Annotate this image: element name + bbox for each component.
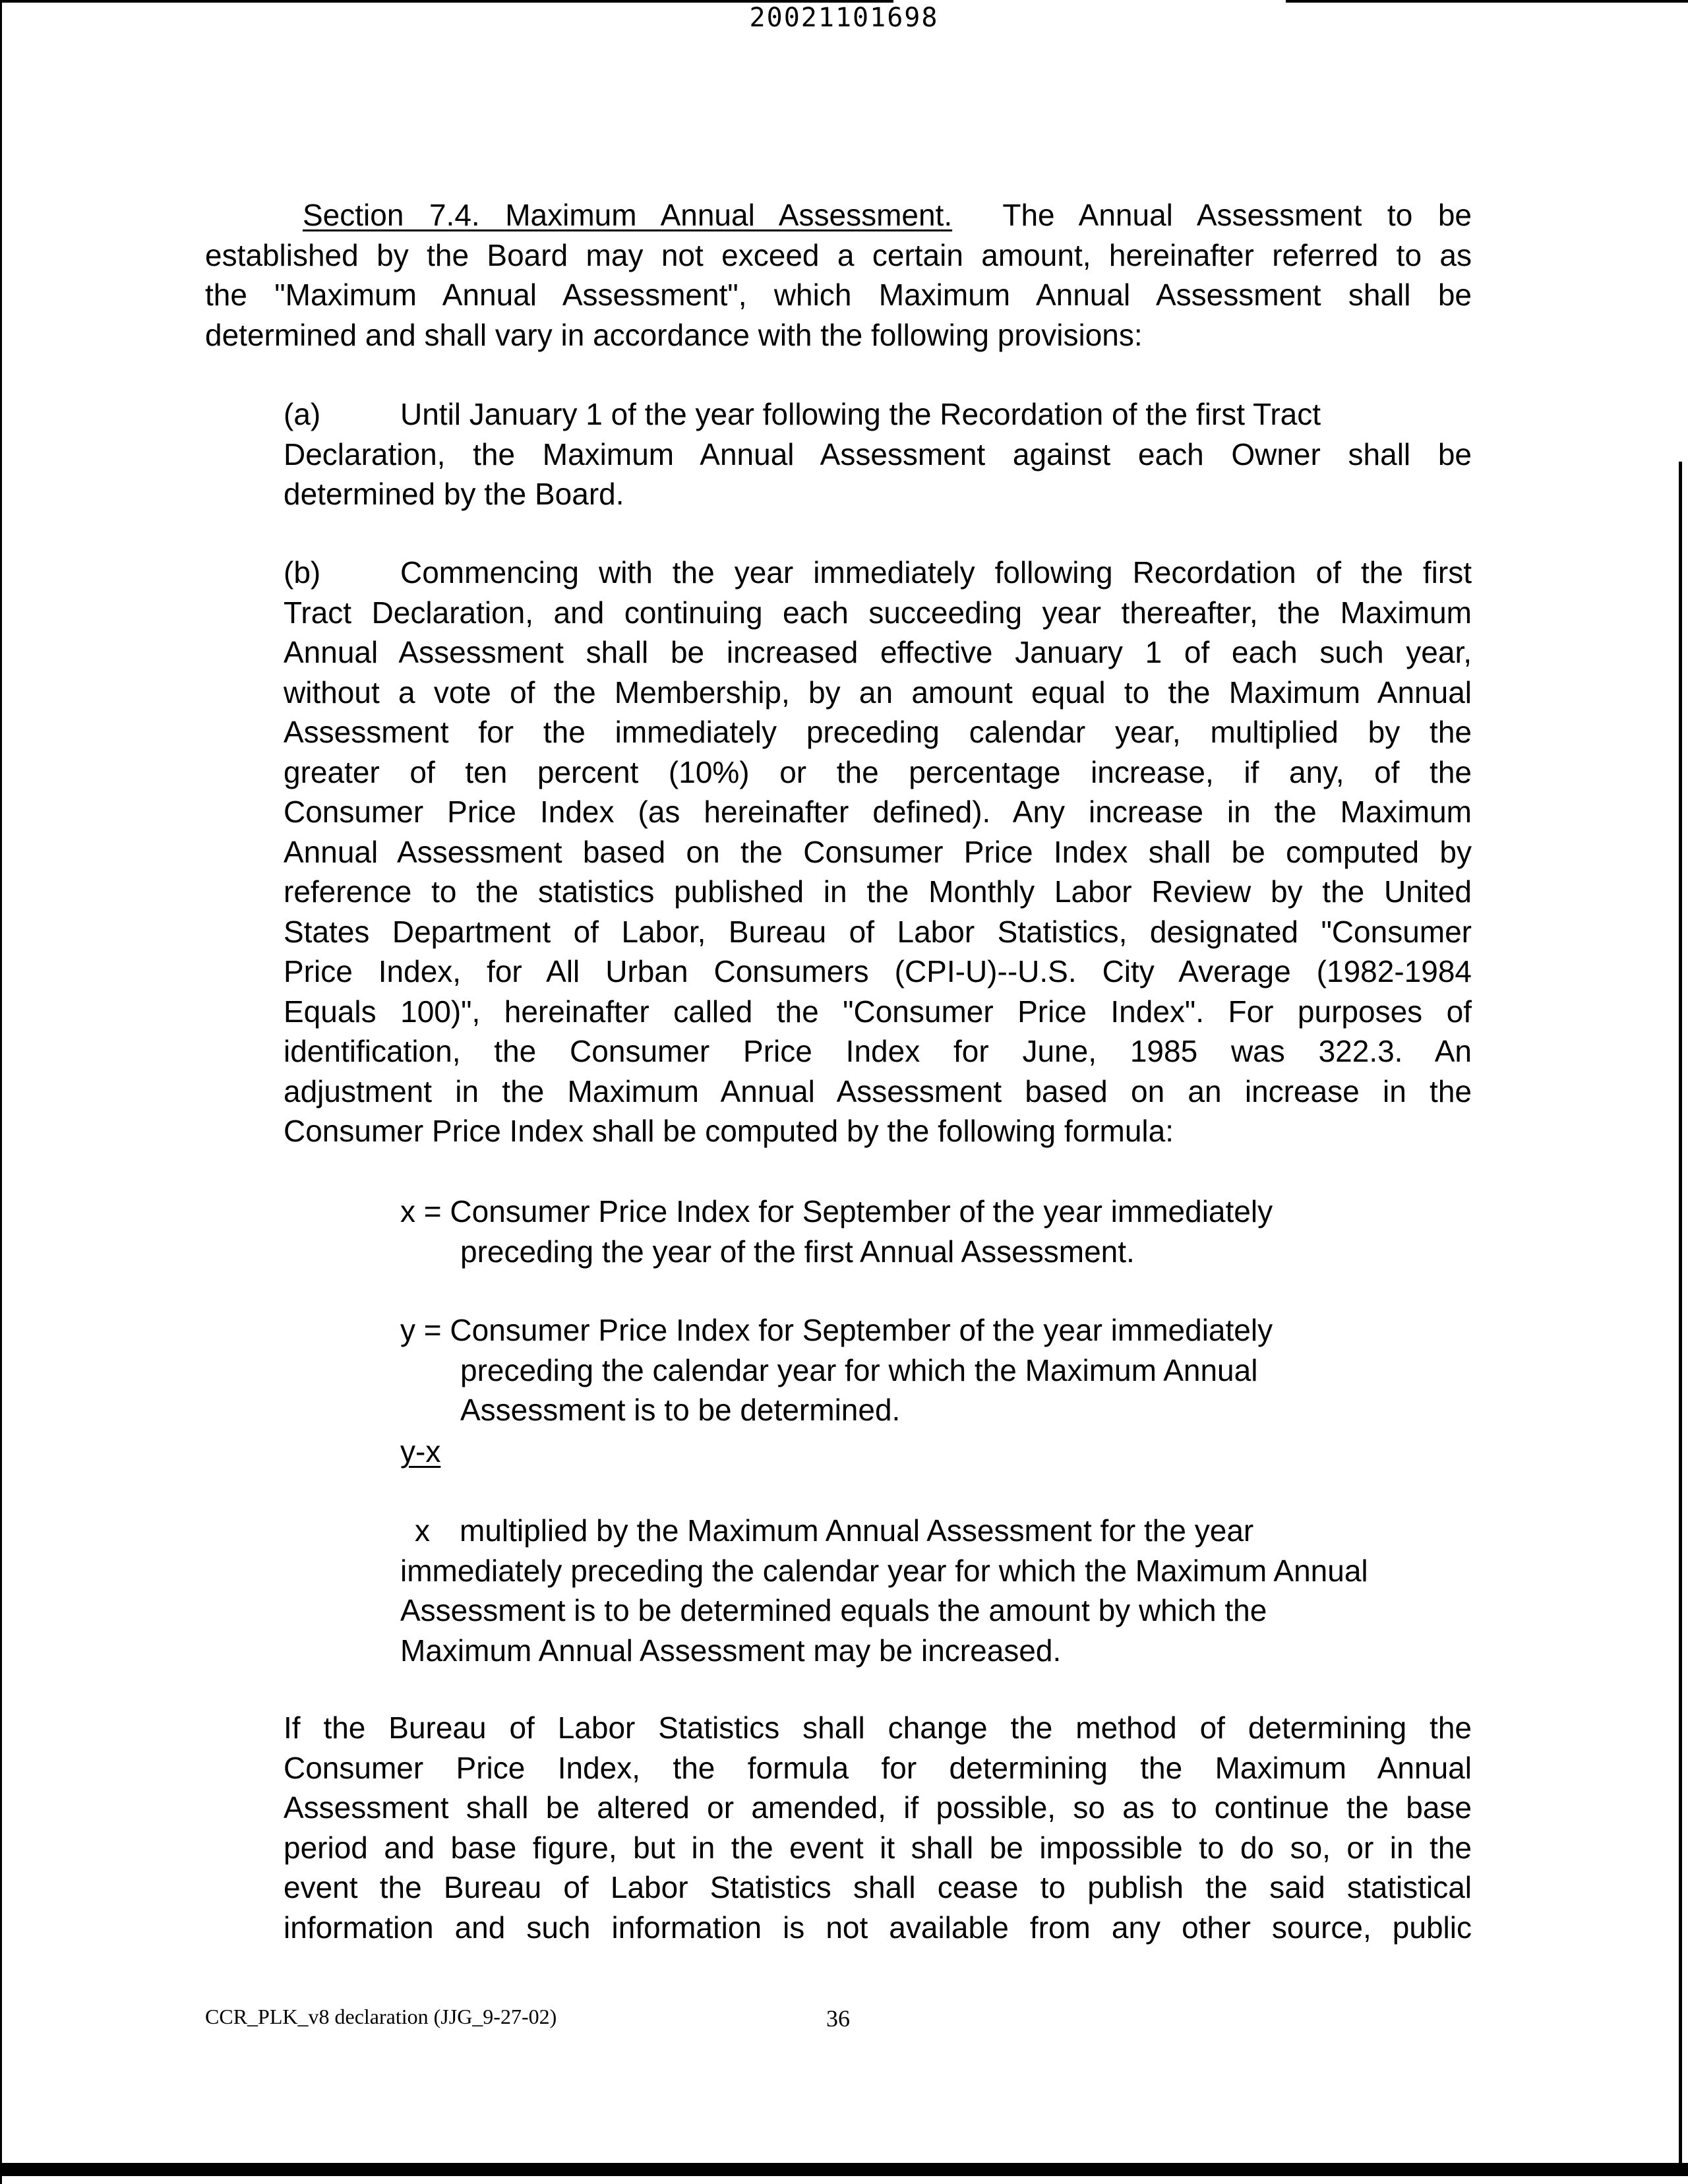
text-line: Consumer Price Index, the formula for determining the Maximum Annual — [284, 1750, 1472, 1785]
text-line: identification, the Consumer Price Index for June, 1985 was 322.3. An — [284, 1034, 1472, 1068]
text-line: Assessment is to be determined equals the amount by which the — [400, 1593, 1267, 1627]
text-line: the "Maximum Annual Assessment", which Maximum Annual Assessment shall be — [205, 278, 1472, 312]
text-line: Annual Assessment shall be increased effective January 1 of each such year, — [284, 635, 1472, 669]
text-line: Consumer Price Index (as hereinafter defined). Any increase in the Maximum — [284, 795, 1472, 829]
text-line: Assessment for the immediately preceding calendar year, multiplied by the — [284, 715, 1472, 749]
paragraph-a — [284, 394, 1472, 514]
document-number: 20021101698 — [749, 3, 939, 33]
formula-text — [400, 1511, 1368, 1670]
formula-x-definition — [400, 1192, 1273, 1271]
scan-border-left — [0, 0, 2, 2184]
section-heading: Section 7.4. Maximum Annual Assessment. — [303, 198, 953, 232]
formula-denominator: x — [415, 1513, 430, 1548]
formula-y-definition — [400, 1310, 1273, 1430]
text-line: x = Consumer Price Index for September of the year immediately — [400, 1194, 1273, 1228]
text-line: Tract Declaration, and continuing each succeeding year thereafter, the Maximum — [284, 595, 1472, 630]
text-line: Declaration, the Maximum Annual Assessment against each Owner shall be — [284, 437, 1472, 471]
paragraph-a-label: (a) — [284, 397, 321, 431]
page-number: 36 — [826, 2005, 850, 2032]
text-line: multiplied by the Maximum Annual Assessment for the year — [460, 1513, 1254, 1548]
text-line: y = Consumer Price Index for September of the year immediately — [400, 1313, 1273, 1347]
text-line: without a vote of the Membership, by an amount equal to the Maximum Annual — [284, 675, 1472, 710]
paragraph-b — [284, 553, 1472, 1151]
text-line: Equals 100)", hereinafter called the "Consumer Price Index". For purposes of — [284, 994, 1472, 1029]
text-line: Annual Assessment based on the Consumer Price Index shall be computed by — [284, 834, 1472, 869]
text-line: event the Bureau of Labor Statistics shall cease to publish the said statistical — [284, 1870, 1472, 1904]
footer-file-label: CCR_PLK_v8 declaration (JJG_9-27-02) — [205, 2005, 557, 2028]
text-line: If the Bureau of Labor Statistics shall change the method of determining the — [284, 1711, 1472, 1745]
text-line: preceding the year of the first Annual Assessment. — [460, 1234, 1135, 1269]
text-line: Assessment shall be altered or amended, if possible, so as to continue the base — [284, 1790, 1472, 1825]
text-line: Maximum Annual Assessment may be increased. — [400, 1633, 1062, 1668]
formula-numerator: y-x — [400, 1434, 441, 1469]
text-line: Until January 1 of the year following the Recordation of the first Tract — [400, 397, 1321, 431]
formula-fraction — [400, 1432, 440, 1472]
text-line: greater of ten percent (10%) or the percentage increase, if any, of the — [284, 754, 1472, 789]
text-line: established by the Board may not exceed a certain amount, hereinafter referred to as — [205, 237, 1472, 272]
text-line: preceding the calendar year for which the Maximum Annual — [460, 1352, 1258, 1387]
final-paragraph — [284, 1708, 1472, 1947]
section-paragraph — [205, 195, 1472, 355]
text-line: Commencing with the year immediately following Recordation of the first — [400, 555, 1472, 590]
scan-border-bottom — [0, 2163, 1688, 2176]
text-line: information and such information is not available from any other source, public — [284, 1910, 1472, 1945]
text-line: adjustment in the Maximum Annual Assessment based on an increase in the — [284, 1074, 1472, 1108]
section-first-line — [205, 195, 1472, 235]
text-line: Price Index, for All Urban Consumers (CPI-U)--U.S. City Average (1982-1984 — [284, 954, 1472, 988]
text-line: Assessment is to be determined. — [460, 1393, 901, 1427]
text-line: determined and shall vary in accordance with the following provisions: — [205, 317, 1143, 352]
text-line: Consumer Price Index shall be computed by the following formula: — [284, 1114, 1174, 1148]
text-line: determined by the Board. — [284, 477, 624, 511]
scan-border-right — [1679, 462, 1682, 2176]
section-first-line-text: The Annual Assessment to be — [1002, 198, 1472, 232]
text-line: States Department of Labor, Bureau of Labor Statistics, designated "Consumer — [284, 914, 1472, 949]
paragraph-b-label: (b) — [284, 555, 321, 590]
text-line: reference to the statistics published in the Monthly Labor Review by the United — [284, 874, 1472, 909]
text-line: period and base figure, but in the event it shall be impossible to do so, or in the — [284, 1830, 1472, 1865]
text-line: immediately preceding the calendar year for which the Maximum Annual — [400, 1553, 1368, 1588]
